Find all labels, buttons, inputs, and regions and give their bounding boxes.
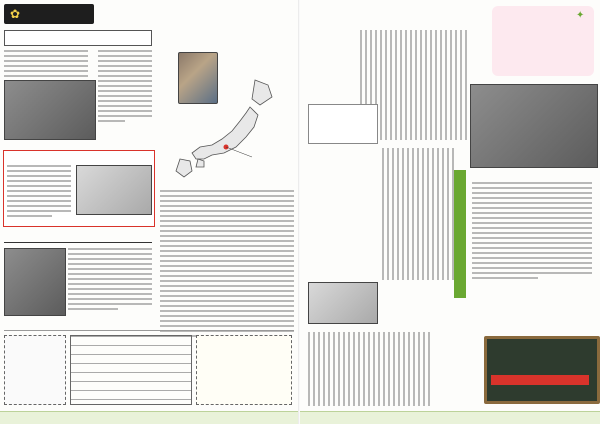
notice-vertical-box [4,335,66,405]
heritage-title-box [308,104,378,144]
statue-photo [308,282,378,324]
article-agreement [3,150,155,227]
club-info-sidebar [454,170,466,298]
section-header-town-topics [4,4,94,24]
footer-bar [300,411,600,424]
notice-dashed-box [196,335,292,405]
team-photo [4,80,96,140]
article-body-right [98,50,152,125]
club-photo [470,84,598,168]
article-body [7,165,71,220]
notice-area [4,330,294,411]
star-icon: ✦ [576,10,585,21]
article-headline [4,30,152,46]
health-news-board [484,336,600,404]
board-subtitle-strip [491,375,589,385]
section-header-plaza [492,6,594,76]
headline-underline [4,242,152,243]
japan-map [160,75,280,185]
signing-photo [76,165,152,215]
flower-icon: ✿ [10,7,21,21]
footer-bar [0,411,300,424]
heritage-text-columns [382,148,454,280]
article-body [68,248,152,313]
university-photo [4,248,66,316]
club-details [472,182,592,282]
lower-text-columns [308,332,430,406]
notice-table [70,335,192,405]
right-page [300,0,600,424]
column-body [160,190,294,340]
